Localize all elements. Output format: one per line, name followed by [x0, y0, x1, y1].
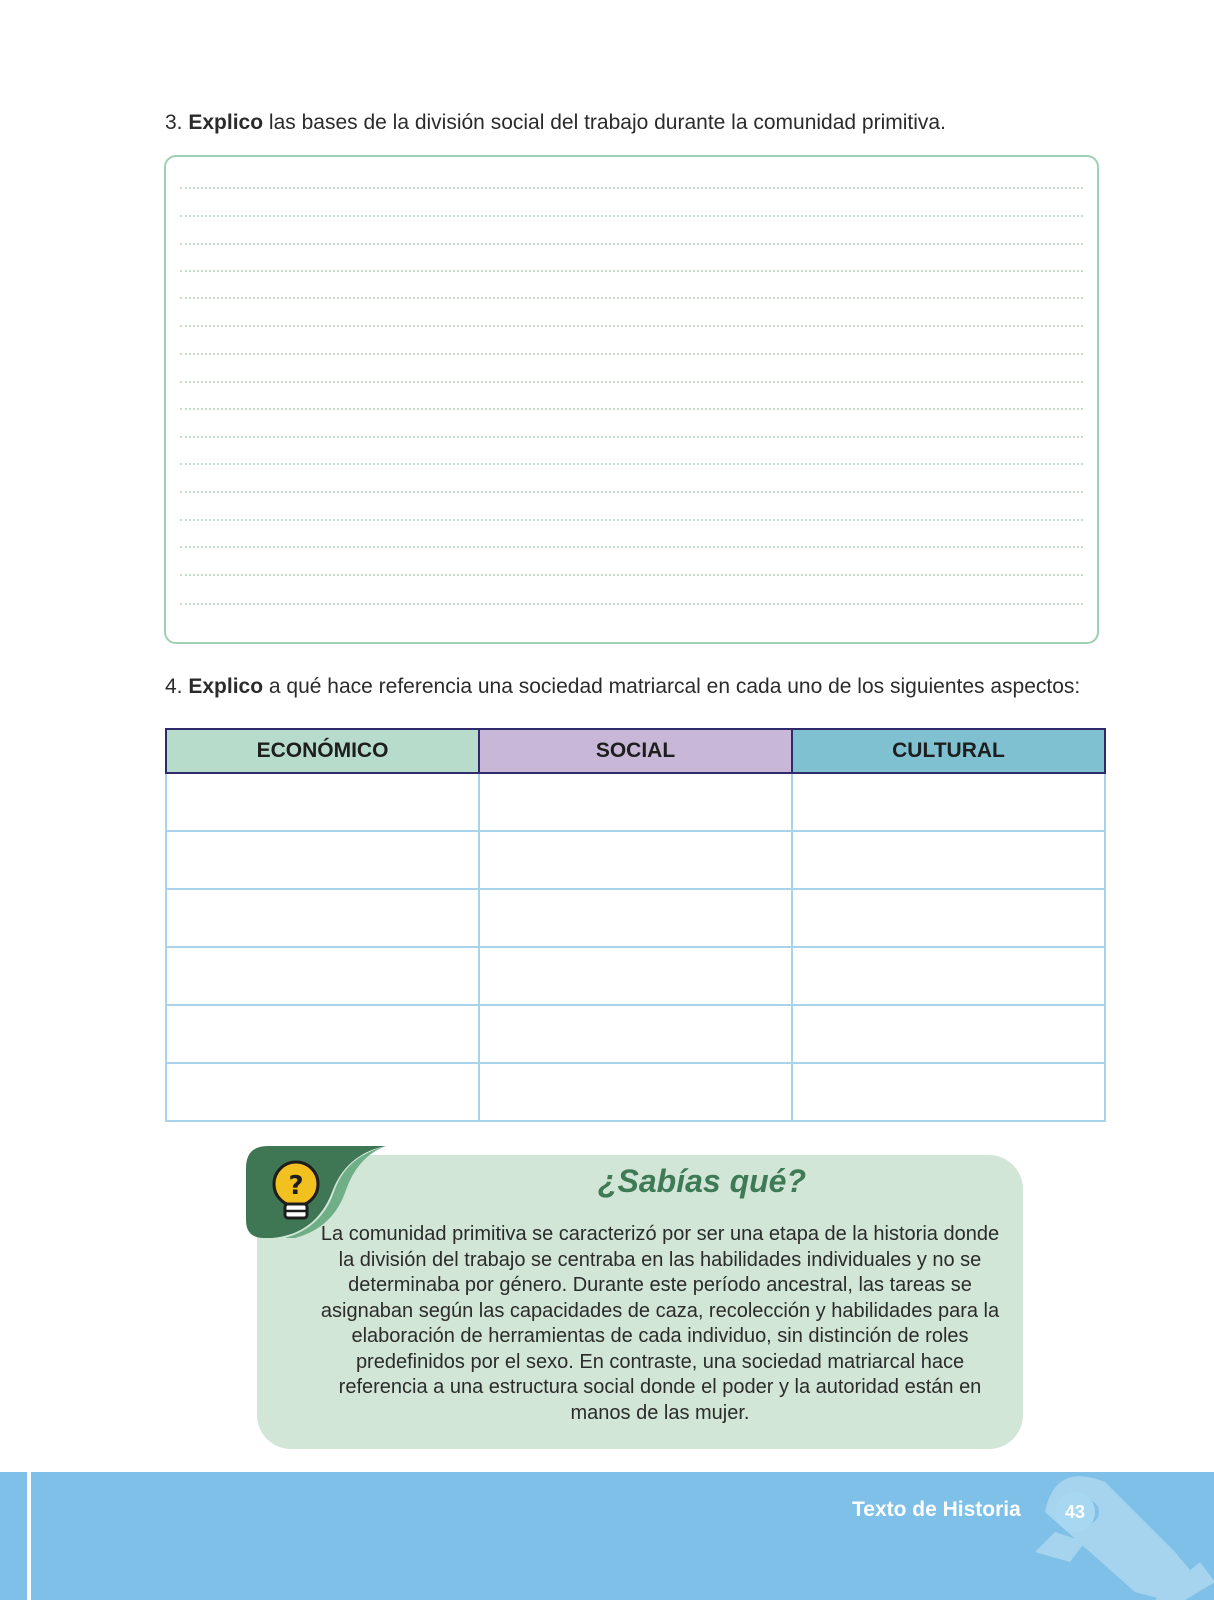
table-answer-cell[interactable] [166, 947, 479, 1005]
writing-line [180, 408, 1083, 410]
page-footer [0, 1472, 1214, 1600]
table-row [166, 947, 1105, 1005]
question-3-text: las bases de la división social del trabajo durante la comunidad primitiva. [268, 111, 946, 134]
table-answer-cell[interactable] [166, 889, 479, 947]
writing-line [180, 463, 1083, 465]
table-answer-cell[interactable] [479, 773, 792, 831]
rocket-icon [1025, 1472, 1214, 1600]
header-social: SOCIAL [479, 729, 792, 773]
table-row [166, 1063, 1105, 1121]
table-row [166, 831, 1105, 889]
question-4 [165, 675, 1080, 699]
table-answer-cell[interactable] [792, 1063, 1105, 1121]
writing-line [180, 243, 1083, 245]
writing-line [180, 325, 1083, 327]
writing-line [180, 491, 1083, 493]
table-answer-cell[interactable] [479, 831, 792, 889]
table-row [166, 889, 1105, 947]
table-answer-cell[interactable] [792, 889, 1105, 947]
page-number: 43 [1055, 1492, 1095, 1532]
table-answer-cell[interactable] [166, 831, 479, 889]
writing-line [180, 519, 1083, 521]
header-cultural: CULTURAL [792, 729, 1105, 773]
footer-stripe [27, 1472, 31, 1600]
writing-line [180, 270, 1083, 272]
question-3 [165, 111, 946, 135]
table-row [166, 1005, 1105, 1063]
table-answer-cell[interactable] [479, 1005, 792, 1063]
table-answer-cell[interactable] [479, 889, 792, 947]
header-economico: ECONÓMICO [166, 729, 479, 773]
writing-line [180, 546, 1083, 548]
question-4-verb: Explico [188, 675, 264, 698]
table-answer-cell[interactable] [792, 773, 1105, 831]
writing-line [180, 574, 1083, 576]
writing-line [180, 603, 1083, 605]
table-answer-cell[interactable] [792, 1005, 1105, 1063]
writing-line [180, 436, 1083, 438]
writing-line [180, 297, 1083, 299]
table-answer-cell[interactable] [479, 1063, 792, 1121]
writing-line [180, 215, 1083, 217]
footer-title: Texto de Historia [852, 1498, 1021, 1521]
table-answer-cell[interactable] [166, 1063, 479, 1121]
aspects-table [165, 728, 1106, 1122]
question-3-verb: Explico [188, 111, 264, 134]
writing-line [180, 381, 1083, 383]
writing-line [180, 187, 1083, 189]
question-3-number: 3. [165, 111, 183, 134]
question-4-number: 4. [165, 675, 183, 698]
table-answer-cell[interactable] [479, 947, 792, 1005]
table-answer-cell[interactable] [166, 1005, 479, 1063]
svg-text:?: ? [288, 1171, 304, 1201]
answer-box-question-3[interactable] [164, 155, 1099, 644]
table-answer-cell[interactable] [792, 947, 1105, 1005]
table-row [166, 773, 1105, 831]
table-answer-cell[interactable] [166, 773, 479, 831]
writing-line [180, 353, 1083, 355]
question-4-text: a qué hace referencia una sociedad matriarcal en cada uno de los siguientes aspectos: [268, 675, 1081, 698]
table-header-row [166, 729, 1105, 773]
sabias-body: La comunidad primitiva se caracterizó por ser una etapa de la historia donde la división del trabajo se centraba en las habilidades individuales y no se determinaba por género. Durante este período ancestral, las tareas se asignaban según las capacidades de caza, recolección y habilidades para la elaboración de herramientas de cada individuo, sin distinción de roles predefinidos por el sexo. En contraste, una sociedad matriarcal hace referencia a una estructura social donde el poder y la autoridad están en manos de las mujer. [320, 1223, 1000, 1424]
table-answer-cell[interactable] [792, 831, 1105, 889]
sabias-title: ¿Sabías qué? [597, 1163, 807, 1199]
